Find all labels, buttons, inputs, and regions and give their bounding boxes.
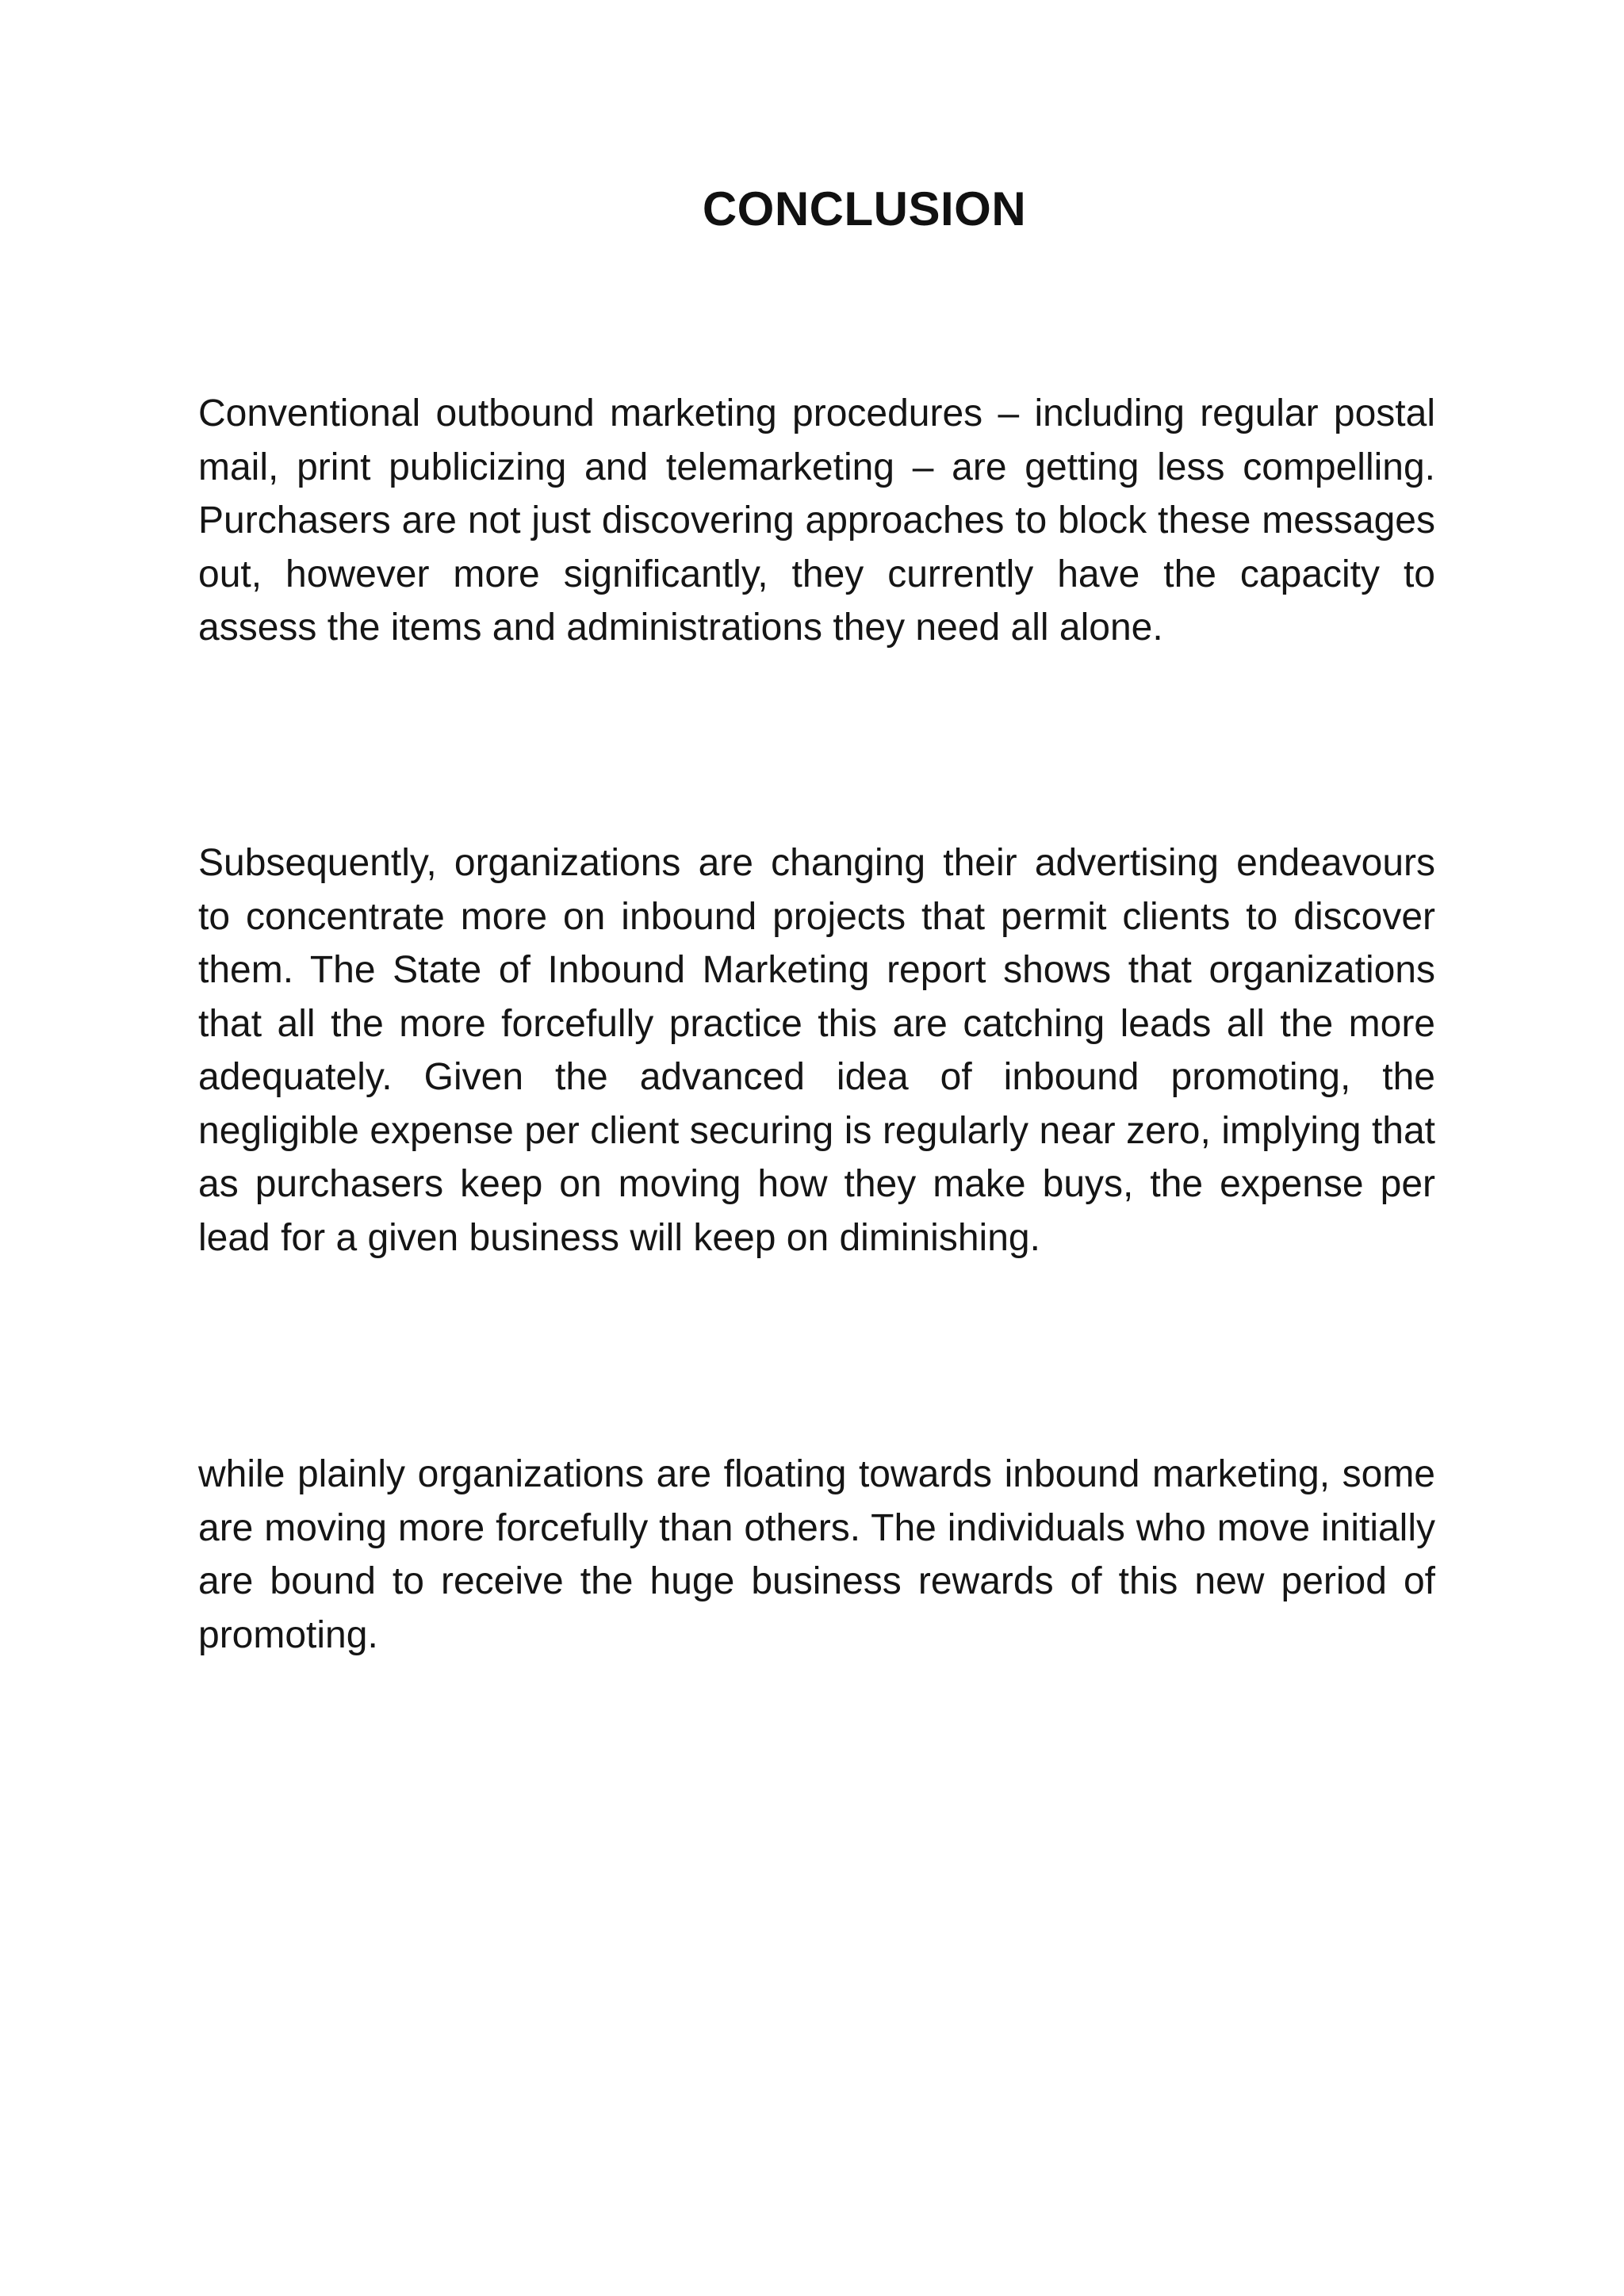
paragraph-outbound-marketing: Conventional outbound marketing procedures – including regular postal mail, print publicizing and telemarketing – are getting less compelling. Purchasers are not just discovering approaches to block these messages out, however more significantly, they currently have the capacity to assess the items and administrations they need all alone. <box>198 392 1435 649</box>
paragraph-early-movers: while plainly organizations are floating towards inbound marketing, some are moving more forcefully than others. The individuals who move initially are bound to receive the huge business rewards of this new period of promoting. <box>198 1453 1435 1656</box>
paragraph-inbound-shift: Subsequently, organizations are changing their advertising endeavours to concentrate more on inbound projects that permit clients to discover them. The State of Inbound Marketing report shows that organizations that all the more forcefully practice this are catching leads all the more adequately. Given the advanced idea of inbound promoting, the negligible expense per client securing is regularly near zero, implying that as purchasers keep on moving how they make buys, the expense per lead for a given business will keep on diminishing. <box>198 842 1435 1259</box>
page-title: CONCLUSION <box>702 182 1027 235</box>
